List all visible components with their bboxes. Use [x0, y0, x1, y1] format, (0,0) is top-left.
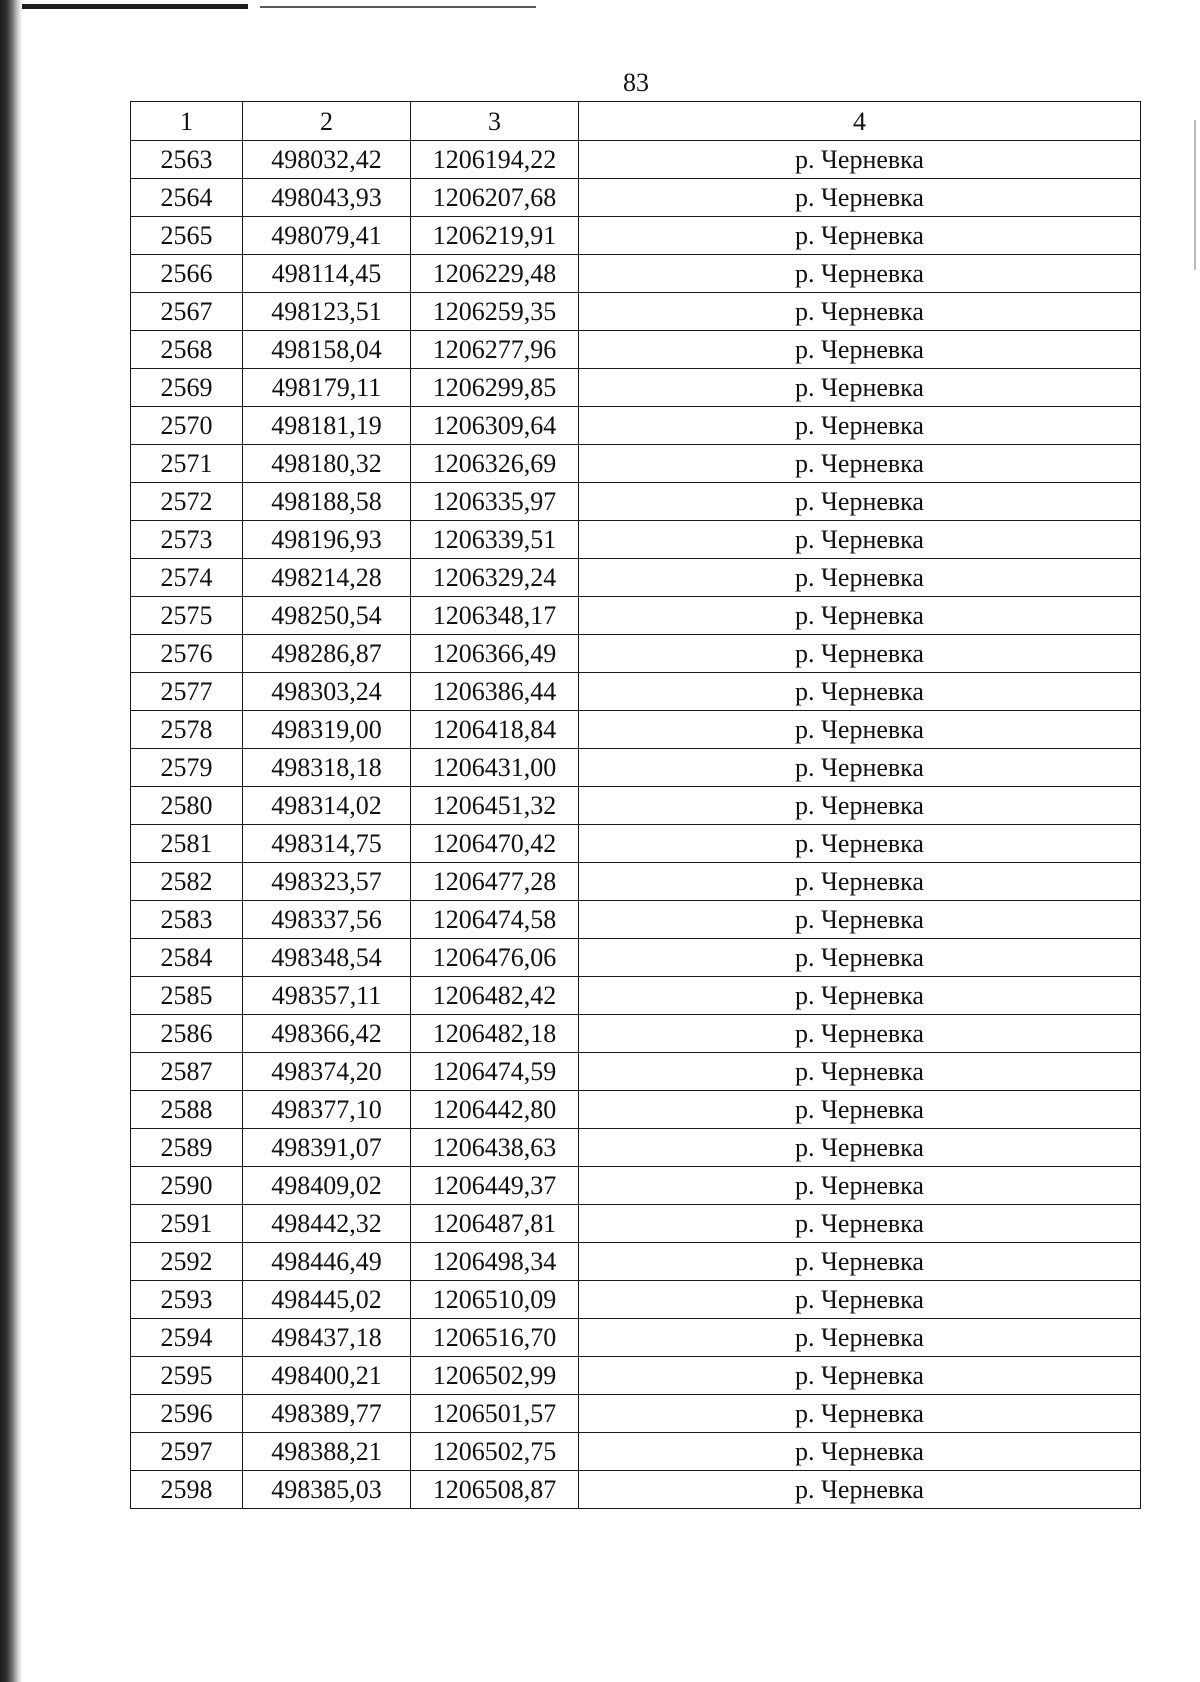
x-coordinate-cell: 498389,77 [243, 1395, 411, 1433]
x-coordinate-cell: 498032,42 [243, 141, 411, 179]
point-number-cell: 2582 [131, 863, 243, 901]
description-cell: р. Черневка [579, 255, 1141, 293]
y-coordinate-cell: 1206329,24 [411, 559, 579, 597]
x-coordinate-cell: 498348,54 [243, 939, 411, 977]
point-number-cell: 2574 [131, 559, 243, 597]
table-row [131, 217, 1141, 255]
table-row [131, 1091, 1141, 1129]
description-cell: р. Черневка [579, 293, 1141, 331]
point-number-cell: 2595 [131, 1357, 243, 1395]
point-number-cell: 2592 [131, 1243, 243, 1281]
description-cell: р. Черневка [579, 369, 1141, 407]
x-coordinate-cell: 498445,02 [243, 1281, 411, 1319]
table-row [131, 977, 1141, 1015]
y-coordinate-cell: 1206348,17 [411, 597, 579, 635]
description-cell: р. Черневка [579, 901, 1141, 939]
table-row [131, 673, 1141, 711]
description-cell: р. Черневка [579, 1129, 1141, 1167]
x-coordinate-cell: 498400,21 [243, 1357, 411, 1395]
description-cell: р. Черневка [579, 331, 1141, 369]
table-row [131, 445, 1141, 483]
table-row [131, 1129, 1141, 1167]
x-coordinate-cell: 498114,45 [243, 255, 411, 293]
x-coordinate-cell: 498303,24 [243, 673, 411, 711]
x-coordinate-cell: 498079,41 [243, 217, 411, 255]
y-coordinate-cell: 1206418,84 [411, 711, 579, 749]
y-coordinate-cell: 1206502,99 [411, 1357, 579, 1395]
description-cell: р. Черневка [579, 711, 1141, 749]
description-cell: р. Черневка [579, 1167, 1141, 1205]
x-coordinate-cell: 498442,32 [243, 1205, 411, 1243]
y-coordinate-cell: 1206326,69 [411, 445, 579, 483]
x-coordinate-cell: 498179,11 [243, 369, 411, 407]
description-cell: р. Черневка [579, 1243, 1141, 1281]
description-cell: р. Черневка [579, 1281, 1141, 1319]
y-coordinate-cell: 1206451,32 [411, 787, 579, 825]
table-row [131, 1319, 1141, 1357]
table-row [131, 179, 1141, 217]
description-cell: р. Черневка [579, 445, 1141, 483]
point-number-cell: 2585 [131, 977, 243, 1015]
y-coordinate-cell: 1206470,42 [411, 825, 579, 863]
description-cell: р. Черневка [579, 673, 1141, 711]
y-coordinate-cell: 1206502,75 [411, 1433, 579, 1471]
y-coordinate-cell: 1206477,28 [411, 863, 579, 901]
y-coordinate-cell: 1206476,06 [411, 939, 579, 977]
point-number-cell: 2586 [131, 1015, 243, 1053]
y-coordinate-cell: 1206474,59 [411, 1053, 579, 1091]
table-row [131, 787, 1141, 825]
scan-edge-left [0, 0, 22, 1682]
scan-line-right [1194, 120, 1196, 270]
x-coordinate-cell: 498123,51 [243, 293, 411, 331]
point-number-cell: 2567 [131, 293, 243, 331]
table-row [131, 1433, 1141, 1471]
y-coordinate-cell: 1206194,22 [411, 141, 579, 179]
description-cell: р. Черневка [579, 749, 1141, 787]
point-number-cell: 2566 [131, 255, 243, 293]
x-coordinate-cell: 498337,56 [243, 901, 411, 939]
table-row [131, 1015, 1141, 1053]
point-number-cell: 2573 [131, 521, 243, 559]
description-cell: р. Черневка [579, 1357, 1141, 1395]
point-number-cell: 2588 [131, 1091, 243, 1129]
point-number-cell: 2593 [131, 1281, 243, 1319]
column-header-2: 2 [243, 102, 411, 141]
table-row [131, 1395, 1141, 1433]
description-cell: р. Черневка [579, 1015, 1141, 1053]
description-cell: р. Черневка [579, 1319, 1141, 1357]
point-number-cell: 2590 [131, 1167, 243, 1205]
y-coordinate-cell: 1206309,64 [411, 407, 579, 445]
point-number-cell: 2580 [131, 787, 243, 825]
y-coordinate-cell: 1206339,51 [411, 521, 579, 559]
page-number: 83 [623, 68, 649, 97]
table-row [131, 901, 1141, 939]
coordinates-table [130, 101, 1141, 1509]
scan-line-top [22, 4, 248, 9]
description-cell: р. Черневка [579, 179, 1141, 217]
y-coordinate-cell: 1206508,87 [411, 1471, 579, 1509]
x-coordinate-cell: 498188,58 [243, 483, 411, 521]
x-coordinate-cell: 498214,28 [243, 559, 411, 597]
x-coordinate-cell: 498158,04 [243, 331, 411, 369]
y-coordinate-cell: 1206449,37 [411, 1167, 579, 1205]
y-coordinate-cell: 1206259,35 [411, 293, 579, 331]
table-row [131, 1471, 1141, 1509]
x-coordinate-cell: 498446,49 [243, 1243, 411, 1281]
table-row [131, 1053, 1141, 1091]
table-row [131, 939, 1141, 977]
y-coordinate-cell: 1206229,48 [411, 255, 579, 293]
x-coordinate-cell: 498180,32 [243, 445, 411, 483]
x-coordinate-cell: 498366,42 [243, 1015, 411, 1053]
point-number-cell: 2568 [131, 331, 243, 369]
description-cell: р. Черневка [579, 141, 1141, 179]
table-row [131, 141, 1141, 179]
point-number-cell: 2575 [131, 597, 243, 635]
table-row [131, 255, 1141, 293]
y-coordinate-cell: 1206299,85 [411, 369, 579, 407]
point-number-cell: 2579 [131, 749, 243, 787]
description-cell: р. Черневка [579, 825, 1141, 863]
description-cell: р. Черневка [579, 483, 1141, 521]
y-coordinate-cell: 1206207,68 [411, 179, 579, 217]
table-row [131, 1357, 1141, 1395]
table-row [131, 521, 1141, 559]
x-coordinate-cell: 498319,00 [243, 711, 411, 749]
x-coordinate-cell: 498323,57 [243, 863, 411, 901]
y-coordinate-cell: 1206366,49 [411, 635, 579, 673]
y-coordinate-cell: 1206386,44 [411, 673, 579, 711]
description-cell: р. Черневка [579, 597, 1141, 635]
point-number-cell: 2581 [131, 825, 243, 863]
x-coordinate-cell: 498286,87 [243, 635, 411, 673]
y-coordinate-cell: 1206442,80 [411, 1091, 579, 1129]
point-number-cell: 2584 [131, 939, 243, 977]
y-coordinate-cell: 1206474,58 [411, 901, 579, 939]
description-cell: р. Черневка [579, 1471, 1141, 1509]
y-coordinate-cell: 1206482,18 [411, 1015, 579, 1053]
point-number-cell: 2596 [131, 1395, 243, 1433]
table-row [131, 483, 1141, 521]
description-cell: р. Черневка [579, 977, 1141, 1015]
table-row [131, 1281, 1141, 1319]
x-coordinate-cell: 498314,75 [243, 825, 411, 863]
point-number-cell: 2571 [131, 445, 243, 483]
description-cell: р. Черневка [579, 1053, 1141, 1091]
table-row [131, 331, 1141, 369]
table-row [131, 635, 1141, 673]
column-header-4: 4 [579, 102, 1141, 141]
y-coordinate-cell: 1206487,81 [411, 1205, 579, 1243]
point-number-cell: 2563 [131, 141, 243, 179]
x-coordinate-cell: 498377,10 [243, 1091, 411, 1129]
y-coordinate-cell: 1206501,57 [411, 1395, 579, 1433]
x-coordinate-cell: 498388,21 [243, 1433, 411, 1471]
y-coordinate-cell: 1206277,96 [411, 331, 579, 369]
description-cell: р. Черневка [579, 863, 1141, 901]
point-number-cell: 2576 [131, 635, 243, 673]
description-cell: р. Черневка [579, 1205, 1141, 1243]
point-number-cell: 2577 [131, 673, 243, 711]
description-cell: р. Черневка [579, 1091, 1141, 1129]
description-cell: р. Черневка [579, 939, 1141, 977]
table-row [131, 1167, 1141, 1205]
description-cell: р. Черневка [579, 1395, 1141, 1433]
table-row [131, 1243, 1141, 1281]
column-header-3: 3 [411, 102, 579, 141]
point-number-cell: 2578 [131, 711, 243, 749]
table-row [131, 749, 1141, 787]
description-cell: р. Черневка [579, 635, 1141, 673]
point-number-cell: 2589 [131, 1129, 243, 1167]
x-coordinate-cell: 498318,18 [243, 749, 411, 787]
scan-line-top-thin [260, 6, 536, 8]
description-cell: р. Черневка [579, 1433, 1141, 1471]
x-coordinate-cell: 498196,93 [243, 521, 411, 559]
point-number-cell: 2583 [131, 901, 243, 939]
y-coordinate-cell: 1206219,91 [411, 217, 579, 255]
table-body [131, 141, 1141, 1509]
x-coordinate-cell: 498043,93 [243, 179, 411, 217]
x-coordinate-cell: 498357,11 [243, 977, 411, 1015]
y-coordinate-cell: 1206431,00 [411, 749, 579, 787]
y-coordinate-cell: 1206335,97 [411, 483, 579, 521]
table-header-row [131, 102, 1141, 141]
table-row [131, 293, 1141, 331]
table-row [131, 711, 1141, 749]
point-number-cell: 2570 [131, 407, 243, 445]
table-row [131, 559, 1141, 597]
x-coordinate-cell: 498250,54 [243, 597, 411, 635]
table-row [131, 407, 1141, 445]
x-coordinate-cell: 498181,19 [243, 407, 411, 445]
point-number-cell: 2597 [131, 1433, 243, 1471]
point-number-cell: 2591 [131, 1205, 243, 1243]
y-coordinate-cell: 1206482,42 [411, 977, 579, 1015]
description-cell: р. Черневка [579, 407, 1141, 445]
y-coordinate-cell: 1206510,09 [411, 1281, 579, 1319]
point-number-cell: 2572 [131, 483, 243, 521]
x-coordinate-cell: 498409,02 [243, 1167, 411, 1205]
table-row [131, 825, 1141, 863]
point-number-cell: 2587 [131, 1053, 243, 1091]
y-coordinate-cell: 1206438,63 [411, 1129, 579, 1167]
x-coordinate-cell: 498437,18 [243, 1319, 411, 1357]
y-coordinate-cell: 1206498,34 [411, 1243, 579, 1281]
table-row [131, 1205, 1141, 1243]
point-number-cell: 2594 [131, 1319, 243, 1357]
table-row [131, 863, 1141, 901]
point-number-cell: 2564 [131, 179, 243, 217]
description-cell: р. Черневка [579, 217, 1141, 255]
point-number-cell: 2598 [131, 1471, 243, 1509]
y-coordinate-cell: 1206516,70 [411, 1319, 579, 1357]
x-coordinate-cell: 498314,02 [243, 787, 411, 825]
x-coordinate-cell: 498391,07 [243, 1129, 411, 1167]
point-number-cell: 2565 [131, 217, 243, 255]
x-coordinate-cell: 498374,20 [243, 1053, 411, 1091]
table-row [131, 597, 1141, 635]
x-coordinate-cell: 498385,03 [243, 1471, 411, 1509]
table-row [131, 369, 1141, 407]
description-cell: р. Черневка [579, 787, 1141, 825]
point-number-cell: 2569 [131, 369, 243, 407]
column-header-1: 1 [131, 102, 243, 141]
description-cell: р. Черневка [579, 521, 1141, 559]
description-cell: р. Черневка [579, 559, 1141, 597]
